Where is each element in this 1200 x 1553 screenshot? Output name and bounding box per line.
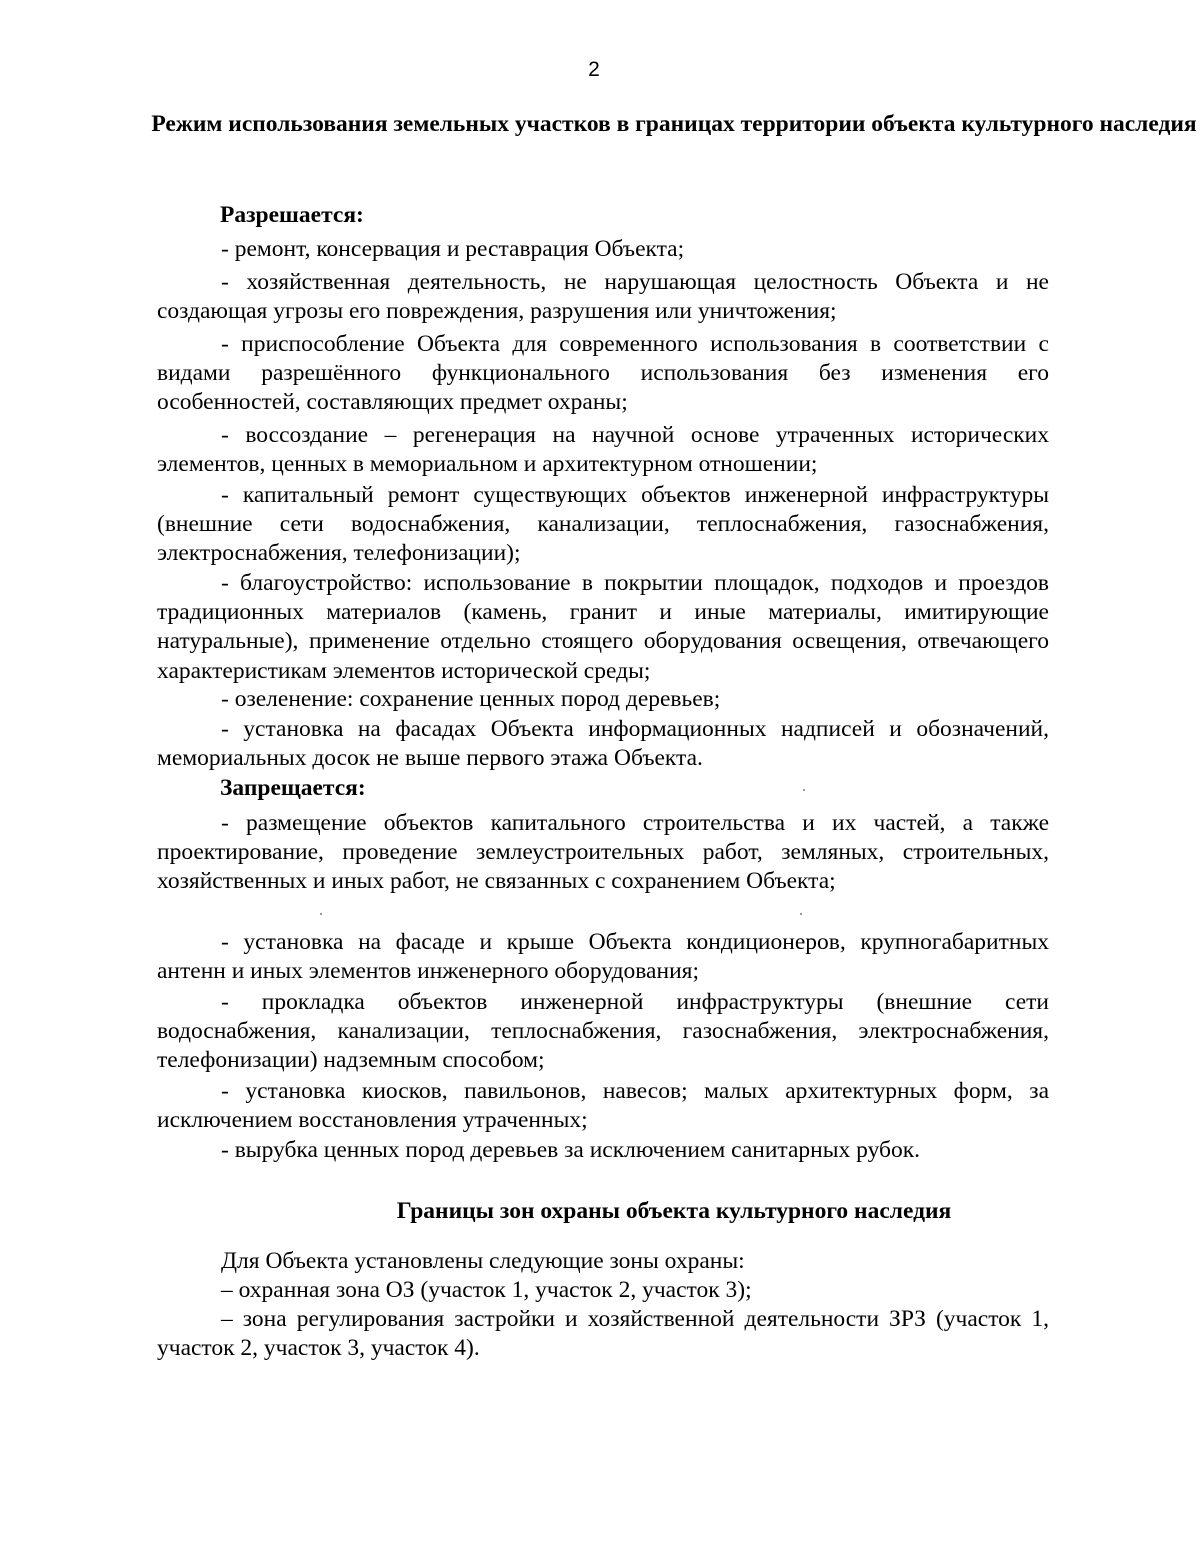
allowed-item: - хозяйственная деятельность, не нарушающая целостность Объекта и не создающая угрозы его повреждения, разрушения или уничтожения; — [157, 269, 1049, 325]
allowed-item: - приспособление Объекта для современного использования в соответствии с видами разрешённого функционального использования без изменения его особенностей, составляющих предмет охраны; — [157, 331, 1049, 416]
forbidden-heading: Запрещается: — [220, 775, 366, 801]
forbidden-item: - установка киосков, павильонов, навесов; малых архитектурных форм, за исключением восстановления утраченных; — [157, 1078, 1049, 1134]
allowed-item: - капитальный ремонт существующих объектов инженерной инфраструктуры (внешние сети водоснабжения, канализации, теплоснабжения, газоснабжения, электроснабжения, телефонизации); — [157, 482, 1049, 567]
allowed-item: - благоустройство: использование в покрытии площадок, подходов и проездов традиционных материалов (камень, гранит и иные материалы, имитирующие натуральные), применение отдельно стоящего оборудования освещения, отвечающего характеристикам элементов исторической среды; — [157, 570, 1049, 684]
allowed-item: - озеленение: сохранение ценных пород деревьев; — [221, 686, 721, 712]
zone-item: – охранная зона ОЗ (участок 1, участок 2, участок 3); — [221, 1277, 752, 1303]
section-title-protection-zones: Границы зон охраны объекта культурного наследия — [396, 1198, 952, 1224]
allowed-item: - ремонт, консервация и реставрация Объекта; — [221, 236, 685, 262]
scan-speck — [800, 913, 802, 915]
forbidden-item: - размещение объектов капитального строительства и их частей, а также проектирование, проведение землеустроительных работ, земляных, строительных, хозяйственных и иных работ, не связанных с сохранением Объекта; — [157, 810, 1049, 895]
scan-speck — [803, 789, 805, 791]
zones-intro: Для Объекта установлены следующие зоны охраны: — [221, 1248, 745, 1274]
allowed-item: - установка на фасадах Объекта информационных надписей и обозначений, мемориальных досок не выше первого этажа Объекта. — [157, 716, 1049, 772]
forbidden-item: - вырубка ценных пород деревьев за исключением санитарных рубок. — [221, 1137, 921, 1163]
forbidden-item: - установка на фасаде и крыше Объекта кондиционеров, крупногабаритных антенн и иных элементов инженерного оборудования; — [157, 929, 1049, 985]
allowed-item: - воссоздание – регенерация на научной основе утраченных исторических элементов, ценных в мемориальном и архитектурном отношении; — [157, 422, 1049, 478]
zone-item: – зона регулирования застройки и хозяйственной деятельности ЗРЗ (участок 1, участок 2, участок 3, участок 4). — [157, 1306, 1049, 1362]
section-title-land-use: Режим использования земельных участков в границах территории объекта культурного наследия — [151, 111, 1197, 137]
allowed-heading: Разрешается: — [220, 202, 364, 228]
page-number: 2 — [588, 58, 600, 81]
scan-speck — [320, 913, 322, 915]
forbidden-item: - прокладка объектов инженерной инфраструктуры (внешние сети водоснабжения, канализации, теплоснабжения, газоснабжения, электроснабжения, телефонизации) надземным способом; — [157, 989, 1049, 1074]
